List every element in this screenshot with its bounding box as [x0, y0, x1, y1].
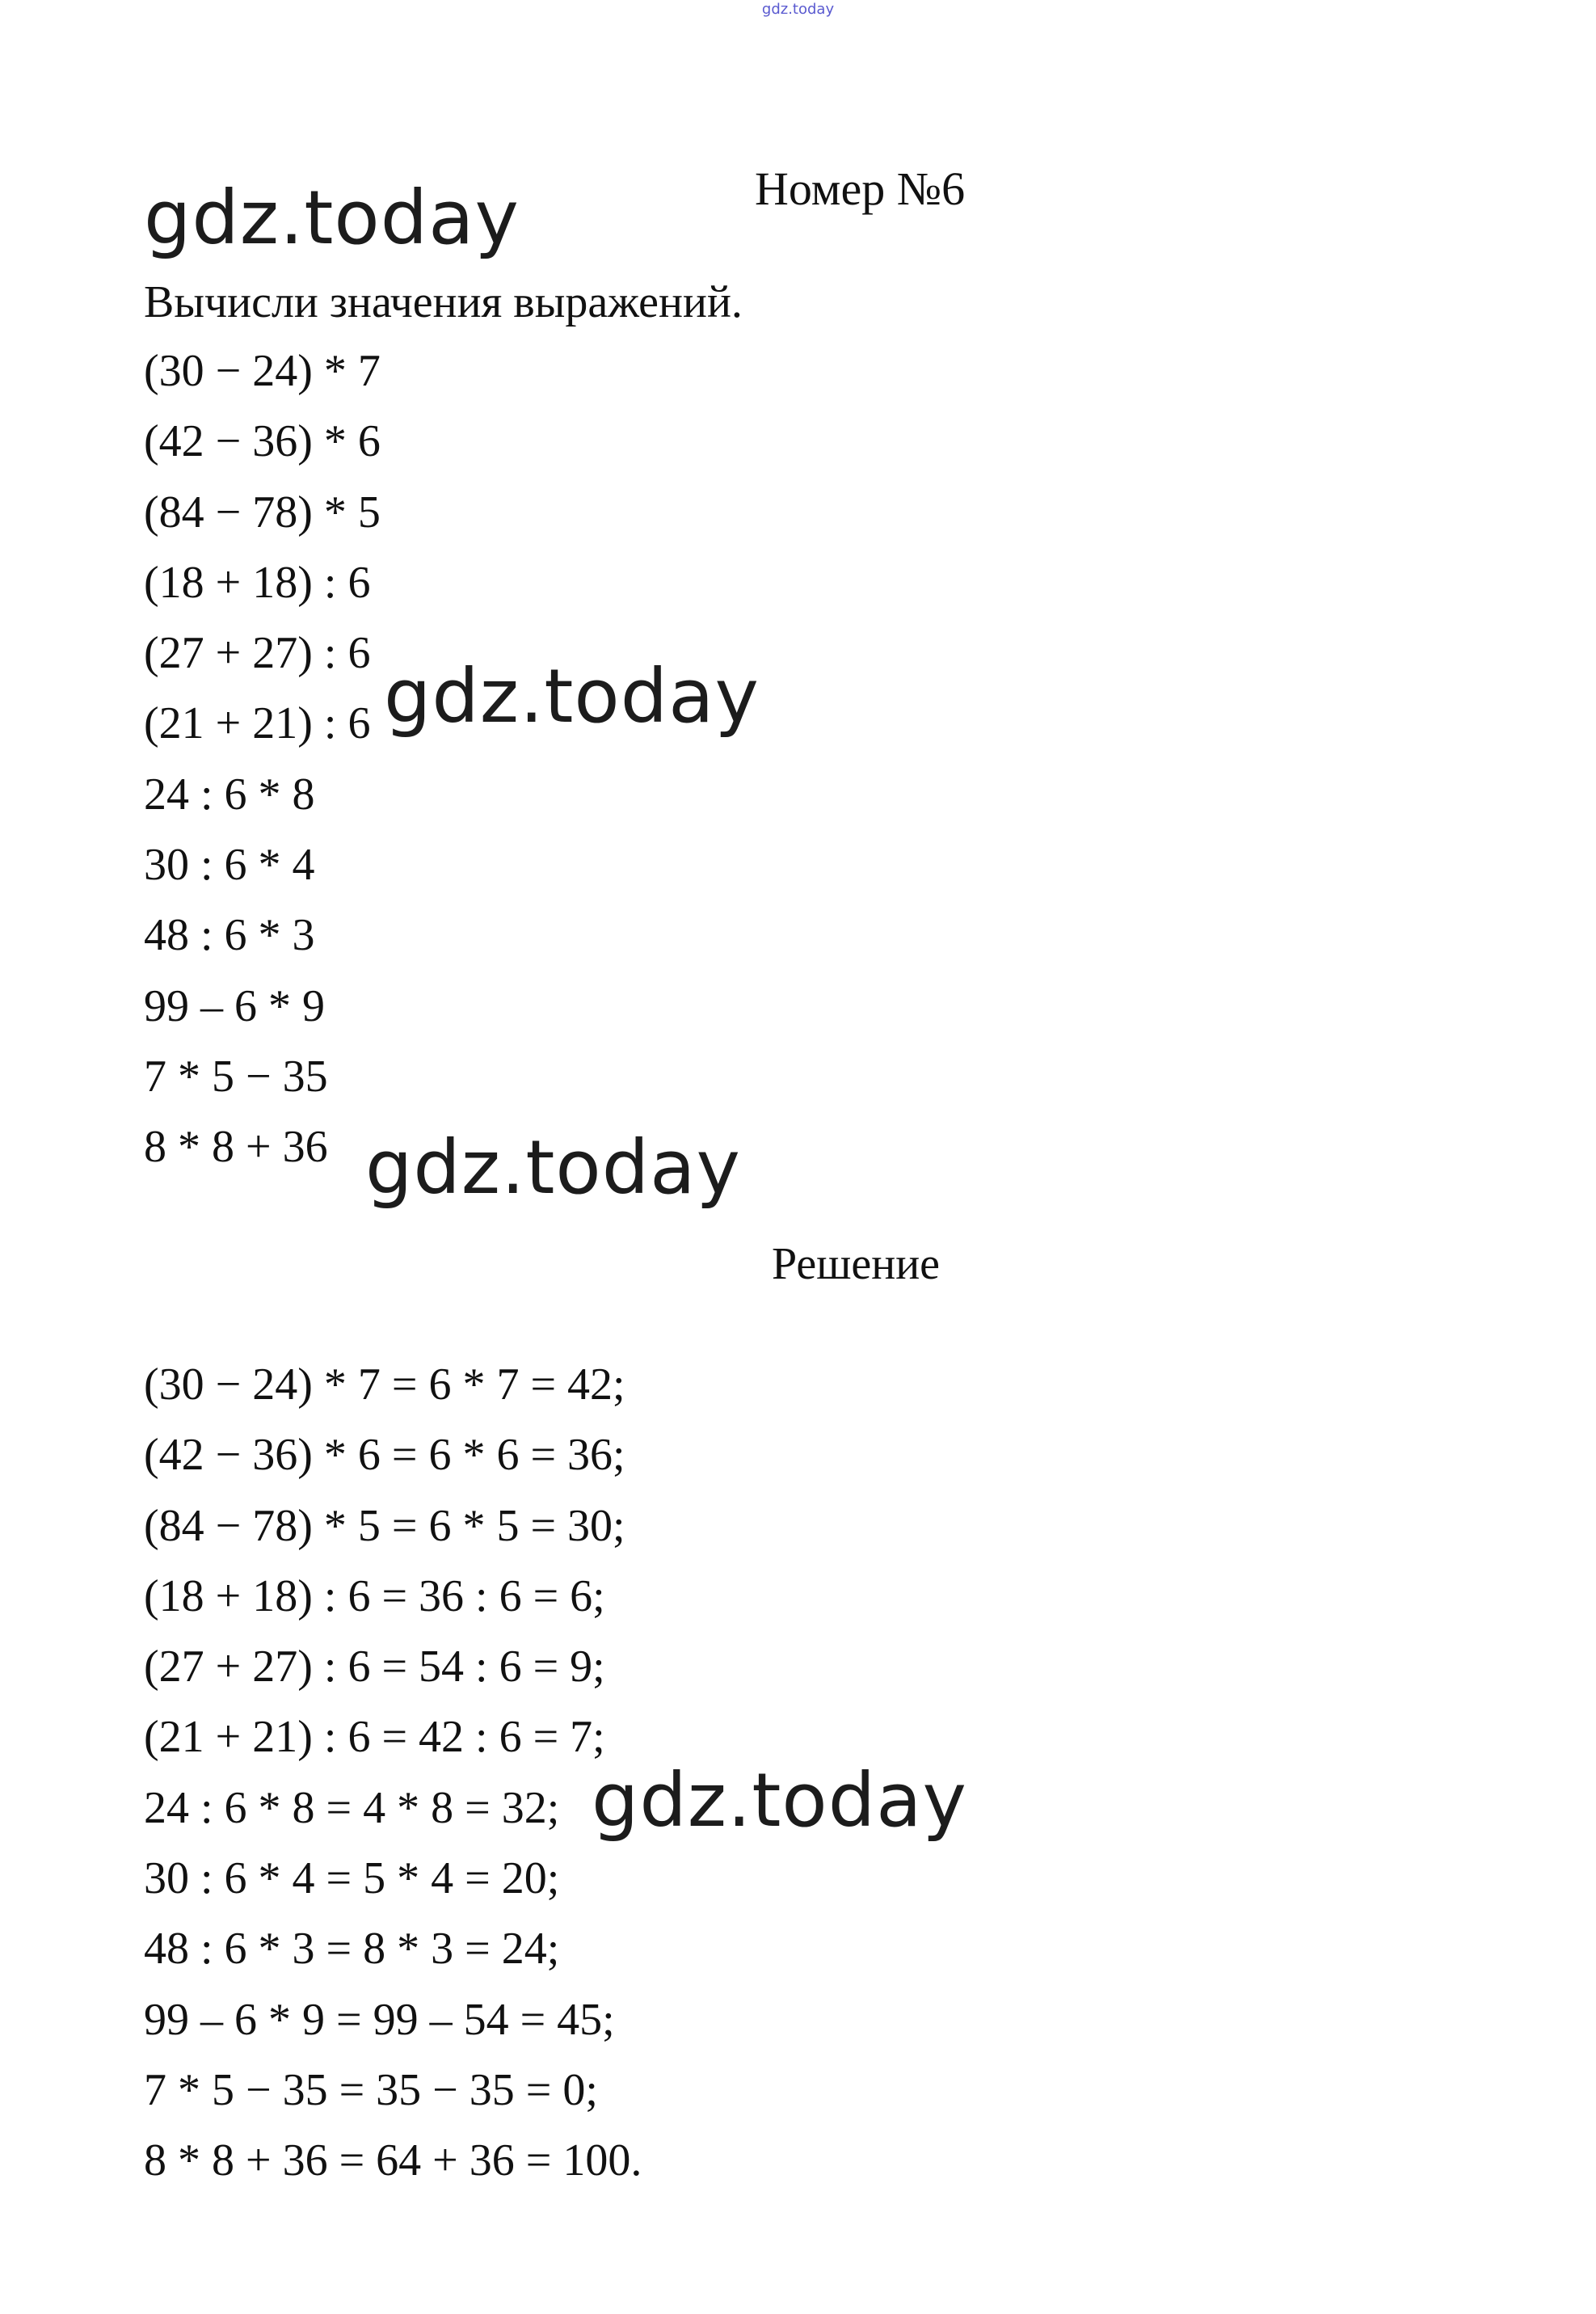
expression-item: 30 : 6 * 4 — [144, 840, 315, 891]
solution-list — [144, 1350, 642, 2197]
solution-line: 24 : 6 * 8 = 4 * 8 = 32; — [144, 1782, 560, 1833]
expression-item: (18 + 18) : 6 — [144, 557, 371, 608]
page-title: Номер №6 — [755, 162, 966, 215]
solution-line: (30 − 24) * 7 = 6 * 7 = 42; — [144, 1359, 625, 1410]
task-instruction: Вычисли значения выражений. — [144, 277, 743, 327]
solution-line: (21 + 21) : 6 = 42 : 6 = 7; — [144, 1712, 605, 1763]
expression-item: (27 + 27) : 6 — [144, 628, 371, 679]
expression-item: (21 + 21) : 6 — [144, 698, 371, 749]
watermark: gdz.today — [384, 653, 760, 740]
expression-item: (42 − 36) * 6 — [144, 416, 381, 467]
expression-item: (30 − 24) * 7 — [144, 346, 381, 396]
expression-item: 8 * 8 + 36 — [144, 1122, 328, 1173]
expression-list — [144, 336, 381, 1183]
expression-item: 99 – 6 * 9 — [144, 980, 325, 1031]
solution-line: 48 : 6 * 3 = 8 * 3 = 24; — [144, 1924, 560, 1975]
solution-line: (27 + 27) : 6 = 54 : 6 = 9; — [144, 1642, 605, 1692]
solution-line: 30 : 6 * 4 = 5 * 4 = 20; — [144, 1853, 560, 1904]
watermark: gdz.today — [144, 175, 520, 261]
watermark: gdz.today — [592, 1757, 967, 1844]
expression-item: 48 : 6 * 3 — [144, 910, 315, 961]
expression-item: 7 * 5 − 35 — [144, 1051, 328, 1102]
solution-title: Решение — [772, 1239, 941, 1289]
solution-line: (84 − 78) * 5 = 6 * 5 = 30; — [144, 1500, 625, 1551]
site-mark: gdz.today — [761, 1, 835, 18]
expression-item: (84 − 78) * 5 — [144, 487, 381, 537]
solution-line: (18 + 18) : 6 = 36 : 6 = 6; — [144, 1570, 605, 1621]
solution-line: 7 * 5 − 35 = 35 − 35 = 0; — [144, 2064, 598, 2115]
expression-item: 24 : 6 * 8 — [144, 769, 315, 820]
solution-line: 8 * 8 + 36 = 64 + 36 = 100. — [144, 2135, 642, 2186]
watermark: gdz.today — [365, 1124, 741, 1211]
solution-line: 99 – 6 * 9 = 99 – 54 = 45; — [144, 1994, 615, 2045]
solution-line: (42 − 36) * 6 = 6 * 6 = 36; — [144, 1430, 625, 1481]
